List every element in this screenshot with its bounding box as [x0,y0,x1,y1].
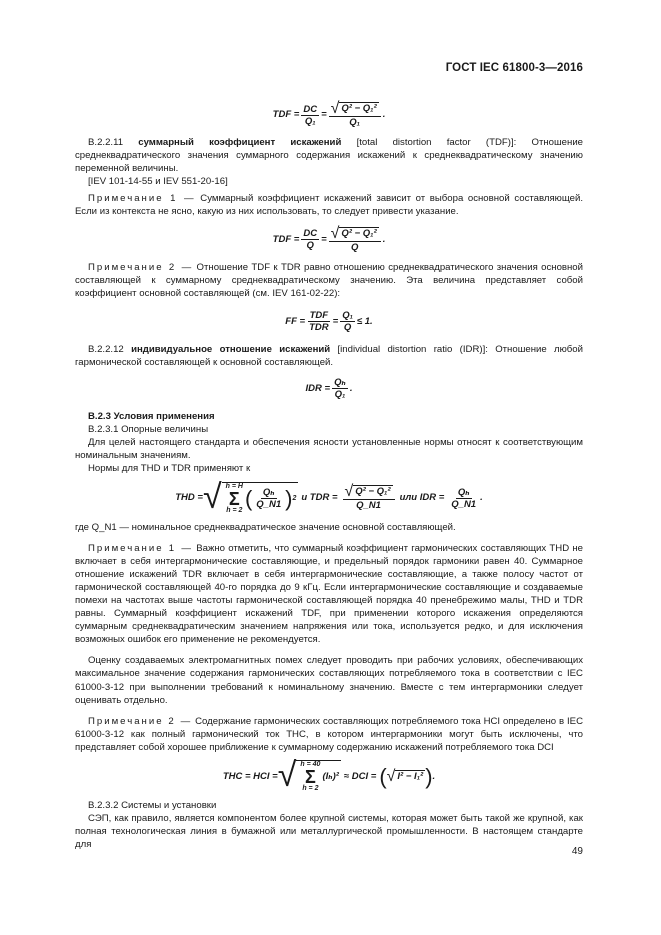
sqrt-symbol-icon: √ [202,477,222,516]
formula-tdf-2: TDF = $\frac{DC}{Q}$ = √ Q² − Q₁² Q . [272,224,386,253]
paragraph-evaluation: Оценку создаваемых электромагнитных помех следует проводить при рабочих условиях, обеспечивающих максимальное значение содержания гармонических составляющих потребляемого тока в соответствии с IEC 61000-3-12 при выполнении требований к номинальному значению. Вместе с тем интергармоники следует оценивать отдельно. [75,655,583,706]
fraction: $\frac{\text{Q₁}}{Q}$ [342,309,353,333]
fraction: √ Q² − Q₁² Q [329,227,381,253]
sqrt-symbol-icon: √ [386,767,396,785]
fraction: √ Q² − Q₁² Q₁ [329,102,381,128]
standard-header: ГОСТ IEC 61800-3—2016 [445,62,583,74]
note-1: Примечание 1 — Суммарный коэффициент искажений зависит от выбора основной составляющей. Если из контекста не ясно, какую из них использовать, то следует привести указание. [75,193,583,218]
sqrt-symbol-icon: √ [344,483,354,500]
formula-thd: THD = √ h = H Σ h = 2 ( $\frac{\text{Qₕ}}{Q\_N1}$ ) 2 и TDR = √ Q² − Q₁² Q_N1 или IDR = $\frac{\text{Qₕ}}{Q\_N1}$ . [175,477,483,516]
page-number: 49 [571,846,583,857]
paragraph: Нормы для THD и TDR применяют к [88,463,251,475]
formula-ff: FF = $\frac{\text{TDF}}{\text{TDR}}$ = $\frac{\text{Q₁}}{Q}$ ≤ 1. [285,309,373,333]
sum-symbol-icon: Σ [228,488,240,509]
clause-b2211-ref: [IEV 101-14-55 и IEV 551-20-16] [88,176,228,188]
fraction: $\frac{DC}{\text{Q₁}}$ [303,103,318,127]
clause-b2212: В.2.2.12 индивидуальное отношение искажений [individual distortion ratio (IDR)]: Отношение любой гармонической составляющей к основной составляющей. [75,343,584,368]
fraction: $\frac{DC}{Q}$ [303,228,318,252]
fraction: $\frac{\text{TDF}}{\text{TDR}}$ [309,309,329,333]
note-hci: Примечание 2 — Содержание гармонических составляющих потребляемого тока HCI определено в IEC 61000-3-12 как полный гармонический ток THC, в котором интергармоники могут быть исключены, что представляет собой хорошее приближение к суммарному содержанию искажений потребляемого тока DCI [75,715,583,753]
section-b232-title: В.2.3.2 Системы и установки [88,800,217,811]
sqrt-symbol-icon: √ [330,224,340,242]
note-harmonics: Примечание 1 — Важно отметить, что суммарный коэффициент гармонических составляющих THD не включает в себя интергармонические составляющие, и предельный порядок гармоники равен 40. Суммарное отношение искажений TDR включает в себя интергармонические составляющие, а также полосу частот от гармонической составляющей 40-го порядка до 9 кГц. Если интергармонические составляющие и создаваемые помехи на частотах выше частоты гармонической составляющей порядка 40 пренебрежимо малы, THD и TDR равны. Суммарный коэффициент искажений TDF, при применении которого искажения определяются суммарным среднеквадратическим значением напряжения или тока, используется редко, и для исключения возможных ошибок его применение не рекомендуется. [75,542,584,646]
paragraph: Для целей настоящего стандарта и обеспечения ясности установленные нормы относят к соответствующим номинальным значениям. [75,437,583,462]
paragraph: СЭП, как правило, является компонентом более крупной системы, которая может быть такой же крупной, как полная технологическая линия в бумажной или металлургической промышленности. В настоящем стандарте для [75,813,583,851]
fraction: $\frac{\text{Qₕ}}{\text{Q₁}}$ [334,377,346,401]
note-2: Примечание 2 — Отношение TDF к TDR равно отношению среднеквадратического значения основной составляющей к суммарному среднеквадратическому значению. Эта величина представляет собой коэффициент основной составляющей (см. IEV 161-02-22): [75,261,584,299]
page-content [75,96,583,851]
formula-idr: IDR = $\frac{\text{Qₕ}}{\text{Q₁}}$ . [305,377,353,401]
formula-lhs: TDF = [272,109,300,121]
sum-symbol-icon: Σ [305,767,316,787]
sqrt-symbol-icon: √ [330,100,340,117]
sqrt-symbol-icon: √ [277,756,297,794]
where-clause: где Q_N1 — номинальное среднеквадратическое значение основной составляющей. [75,521,456,533]
section-b23-title: В.2.3 Условия применения [88,411,215,423]
formula-thc: THC = HCI = √ h = 40 Σ h = 2 (Iₕ)² ≈ DCI = ( √ I² − I₁² ) . [222,756,436,794]
formula-tdf-1: TDF = $\frac{DC}{\text{Q₁}}$ = √ Q² − Q₁² Q₁ . [272,100,386,128]
section-b231-title: В.2.3.1 Опорные величины [88,424,209,436]
clause-b2211: В.2.2.11 суммарный коэффициент искажений [total distortion factor (TDF)]: Отношение среднеквадратического значения суммарного содержания искажений к среднеквадратическому значению переменной величины. [75,137,584,175]
